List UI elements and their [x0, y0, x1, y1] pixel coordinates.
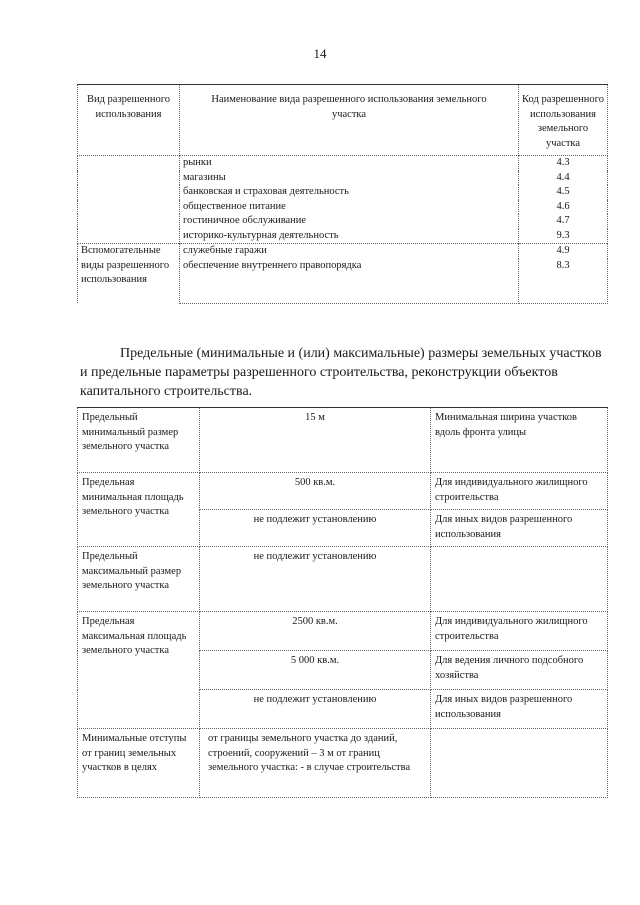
- parameter-name: Предельный минимальный размер земельного участка: [78, 408, 200, 473]
- parameter-value: 5 000 кв.м.: [200, 651, 431, 690]
- use-code: 9.3: [519, 229, 608, 244]
- parameter-note: Для иных видов разрешенного использования: [431, 510, 608, 547]
- header-use-name: Наименование вида разрешенного использования земельного участка: [180, 85, 519, 156]
- parameter-note: [431, 729, 608, 798]
- table-row: [78, 244, 608, 259]
- use-name: рынки: [180, 156, 519, 171]
- parameter-name: Предельная максимальная площадь земельного участка: [78, 612, 200, 729]
- table-header-row: [78, 85, 608, 156]
- use-code: 8.3: [519, 259, 608, 304]
- parameter-note: Минимальная ширина участков вдоль фронта улицы: [431, 408, 608, 473]
- parameter-name: Предельная минимальная площадь земельного участка: [78, 473, 200, 547]
- parameter-note: [431, 547, 608, 612]
- use-name: магазины: [180, 171, 519, 186]
- parameter-value: не подлежит установлению: [200, 510, 431, 547]
- header-use-code: Код разрешенного использования земельного участка: [519, 85, 608, 156]
- use-code: 4.4: [519, 171, 608, 186]
- parameter-value: не подлежит установлению: [200, 547, 431, 612]
- use-code: 4.3: [519, 156, 608, 171]
- table-row: [78, 612, 608, 651]
- use-type-cell: Вспомогательные виды разрешенного использования: [78, 244, 180, 304]
- use-name: гостиничное обслуживание: [180, 214, 519, 229]
- use-name: банковская и страховая деятельность: [180, 185, 519, 200]
- table-row: [78, 408, 608, 473]
- use-code: 4.5: [519, 185, 608, 200]
- table-row: [78, 473, 608, 510]
- parameter-value: 500 кв.м.: [200, 473, 431, 510]
- header-use-type: Вид разрешенного использования: [78, 85, 180, 156]
- use-name: общественное питание: [180, 200, 519, 215]
- page-number: 14: [313, 46, 327, 61]
- parameter-note: Для индивидуального жилищного строительства: [431, 612, 608, 651]
- parameter-name: Минимальные отступы от границ земельных участков в целях: [78, 729, 200, 798]
- parameter-value: 2500 кв.м.: [200, 612, 431, 651]
- use-name: служебные гаражи: [180, 244, 519, 259]
- parameter-note: Для иных видов разрешенного использования: [431, 690, 608, 729]
- use-name: обеспечение внутреннего правопорядка: [180, 259, 519, 304]
- table-row: [78, 729, 608, 798]
- use-code: 4.7: [519, 214, 608, 229]
- parameter-name: Предельный максимальный размер земельного участка: [78, 547, 200, 612]
- parameter-value: 15 м: [200, 408, 431, 473]
- parameter-value: не подлежит установлению: [200, 690, 431, 729]
- use-code: 4.9: [519, 244, 608, 259]
- permitted-use-table: [77, 84, 608, 304]
- section-heading: Предельные (минимальные и (или) максимальные) размеры земельных участков и предельные параметры разрешенного строительства, реконструкции объектов капитального строительства.: [80, 346, 602, 399]
- use-name: историко-культурная деятельность: [180, 229, 519, 244]
- parameter-note: Для индивидуального жилищного строительства: [431, 473, 608, 510]
- parameter-note: Для ведения личного подсобного хозяйства: [431, 651, 608, 690]
- land-parameters-table: [77, 407, 608, 798]
- use-type-cell: [78, 156, 180, 244]
- parameter-value: от границы земельного участка до зданий, строений, сооружений – 3 м от границ земельного участка: - в случае строительства: [200, 729, 431, 798]
- table-row: [78, 547, 608, 612]
- table-row: [78, 156, 608, 171]
- use-code: 4.6: [519, 200, 608, 215]
